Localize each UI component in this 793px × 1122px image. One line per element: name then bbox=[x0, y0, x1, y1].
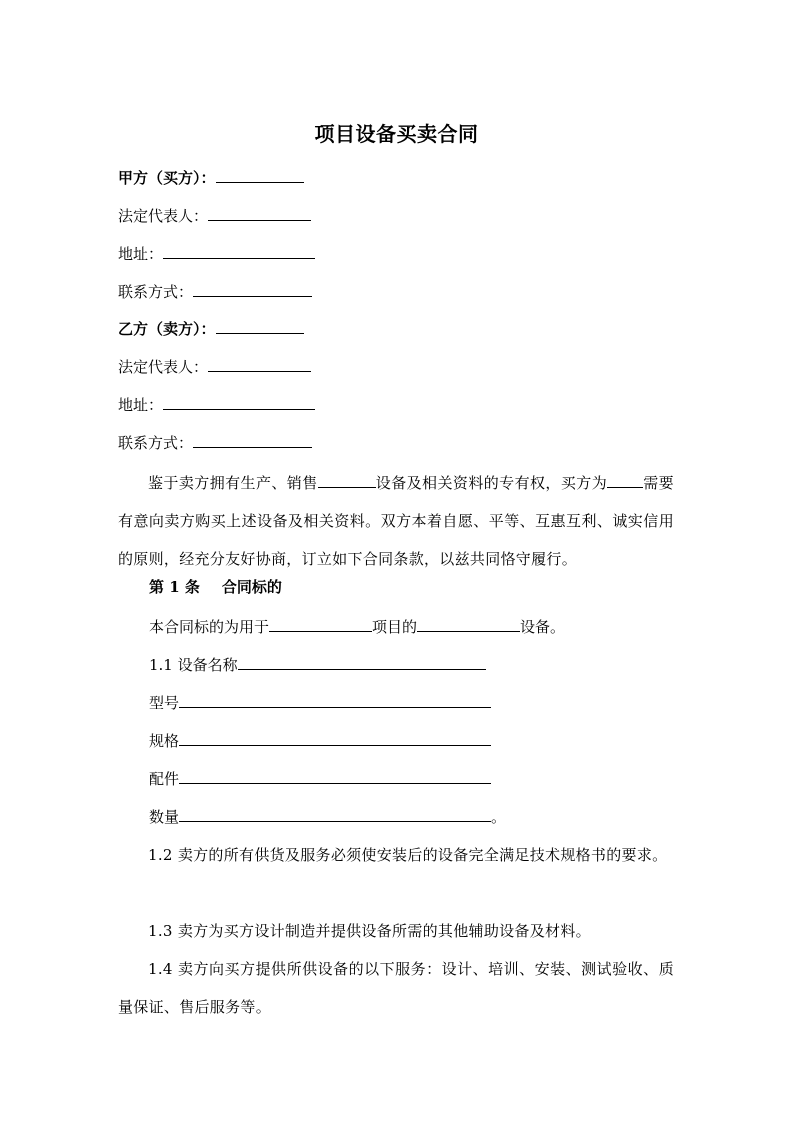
accessory-line bbox=[149, 767, 491, 789]
preamble-paragraph bbox=[118, 464, 674, 578]
article-1-number: 第 1 条 bbox=[149, 578, 200, 596]
party-b-heading: 乙方（卖方）： bbox=[118, 320, 216, 338]
party-b-address-blank bbox=[163, 393, 315, 410]
party-a-legal-rep-blank bbox=[208, 204, 311, 221]
party-a-address-label: 地址： bbox=[118, 245, 164, 263]
clause-1-2: 1.2 卖方的所有供货及服务必须使安装后的设备完全满足技术规格书的要求。 bbox=[148, 846, 668, 864]
accessory-blank bbox=[179, 767, 491, 784]
party-b-contact-line bbox=[118, 431, 312, 453]
spec-label: 规格 bbox=[149, 732, 180, 750]
party-b-legal-rep-blank bbox=[208, 355, 311, 372]
party-a-heading: 甲方（买方）： bbox=[118, 169, 216, 187]
party-a-legal-rep-label: 法定代表人： bbox=[118, 207, 209, 225]
model-blank bbox=[179, 691, 491, 708]
quantity-end: 。 bbox=[491, 808, 507, 826]
party-b-contact-blank bbox=[193, 431, 312, 448]
model-line bbox=[149, 691, 491, 713]
spec-blank bbox=[179, 729, 491, 746]
intro-part1: 本合同标的为用于 bbox=[149, 618, 270, 636]
party-a-address-blank bbox=[163, 242, 315, 259]
party-a-heading-line bbox=[118, 166, 304, 188]
article-1-intro bbox=[149, 615, 565, 637]
intro-part3: 设备。 bbox=[520, 618, 566, 636]
intro-equipment-blank bbox=[417, 615, 520, 632]
model-label: 型号 bbox=[149, 694, 180, 712]
intro-part2: 项目的 bbox=[372, 618, 418, 636]
quantity-label: 数量 bbox=[149, 808, 180, 826]
quantity-blank bbox=[179, 805, 491, 822]
party-b-legal-rep-label: 法定代表人： bbox=[118, 358, 209, 376]
preamble-equipment-blank bbox=[318, 471, 376, 488]
party-a-legal-rep-line bbox=[118, 204, 311, 226]
document-title: 项目设备买卖合同 bbox=[314, 122, 479, 146]
accessory-label: 配件 bbox=[149, 770, 180, 788]
party-b-legal-rep-line bbox=[118, 355, 311, 377]
party-b-address-line bbox=[118, 393, 315, 415]
quantity-line bbox=[149, 805, 506, 827]
spec-line bbox=[149, 729, 491, 751]
party-b-heading-line bbox=[118, 317, 304, 339]
equipment-name-label: 1.1 设备名称 bbox=[149, 656, 238, 674]
preamble-part1: 鉴于卖方拥有生产、销售 bbox=[148, 474, 318, 492]
preamble-purpose-blank bbox=[607, 471, 643, 488]
clause-1-3: 1.3 卖方为买方设计制造并提供设备所需的其他辅助设备及材料。 bbox=[148, 922, 591, 940]
party-a-address-line bbox=[118, 242, 315, 264]
party-b-contact-label: 联系方式： bbox=[118, 434, 194, 452]
clause-1-4: 1.4 卖方向买方提供所供设备的以下服务：设计、培训、安装、测试验收、质量保证、售后服务等。 bbox=[118, 960, 674, 1016]
article-1-title: 合同标的 bbox=[221, 578, 282, 596]
party-b-address-label: 地址： bbox=[118, 396, 164, 414]
party-b-name-blank bbox=[216, 317, 304, 334]
party-a-contact-blank bbox=[193, 280, 312, 297]
equipment-name-blank bbox=[238, 653, 486, 670]
party-a-name-blank bbox=[216, 166, 304, 183]
intro-project-blank bbox=[269, 615, 372, 632]
party-a-contact-line bbox=[118, 280, 312, 302]
equipment-name-line bbox=[149, 653, 486, 675]
preamble-part3: 需要有意向卖方购买上述设备及相关资料。双方本着自愿、平等、互惠互利、诚实信用的原则，经充分友好协商，订立如下合同条款，以兹共同恪守履行。 bbox=[118, 474, 674, 568]
party-a-contact-label: 联系方式： bbox=[118, 283, 194, 301]
preamble-part2: 设备及相关资料的专有权，买方为 bbox=[375, 474, 608, 492]
article-1-heading bbox=[149, 577, 282, 597]
